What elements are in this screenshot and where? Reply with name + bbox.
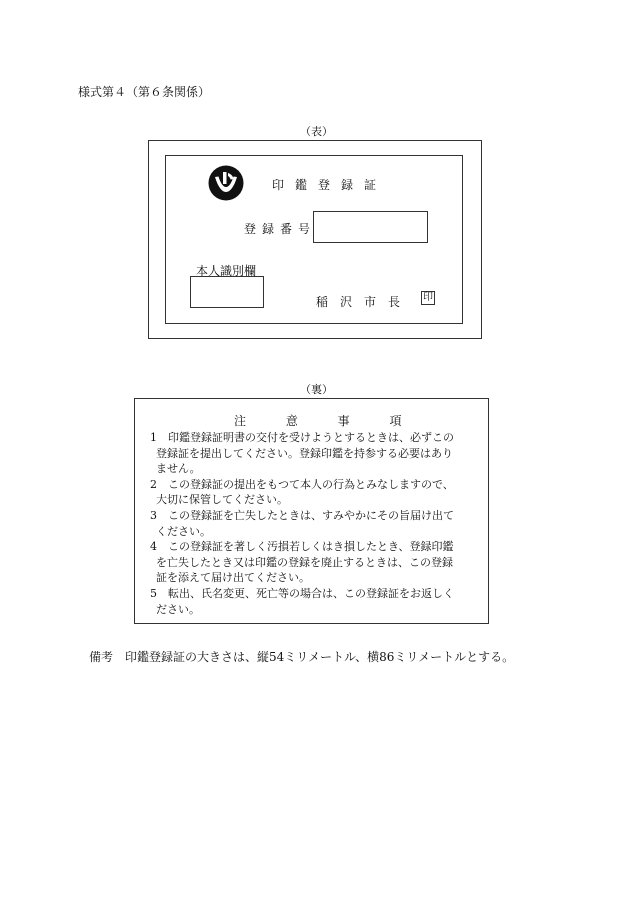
note-line: 4 この登録証を著しく汚損若しくはき損したとき、登録印鑑 — [150, 540, 454, 554]
note-line: 5 転出、氏名変更、死亡等の場合は、この登録証をお返しく — [150, 586, 454, 600]
note-line: 証を添えて届け出てください。 — [156, 571, 310, 585]
note-line: ださい。 — [156, 602, 200, 616]
note-line: 3 この登録証を亡失したときは、すみやかにその旨届け出て — [150, 508, 454, 522]
registration-number-box — [313, 211, 428, 243]
note-line: ません。 — [156, 462, 201, 476]
identification-box — [190, 276, 264, 308]
seal-mark: 印 — [423, 292, 433, 303]
note-line: を亡失したとき又は印鑑の登録を廃止するときは、この登録 — [156, 555, 453, 569]
note-line: 2 この登録証の提出をもつて本人の行為とみなしますので、 — [150, 477, 454, 491]
back-side-label: （裏） — [300, 383, 333, 396]
identification-label: 本人識別欄 — [196, 264, 257, 278]
note-line: ください。 — [156, 524, 211, 538]
notes-title: 注 意 事 項 — [234, 414, 402, 428]
notes-list — [150, 430, 480, 617]
front-side-label: （表） — [300, 125, 333, 138]
city-emblem-icon — [207, 164, 245, 202]
note-line: 登録証を提出してください。登録印鑑を持参する必要はあり — [156, 446, 453, 460]
mayor-label: 稲沢市長 — [316, 295, 413, 309]
note-line: 大切に保管してください。 — [156, 493, 288, 507]
form-heading: 様式第４（第６条関係） — [78, 85, 211, 99]
registration-number-label: 登録番号 — [244, 222, 317, 236]
note-line: 1 印鑑登録証明書の交付を受けようとするときは、必ずこの — [150, 431, 454, 444]
card-title: 印鑑登録証 — [272, 178, 388, 192]
remark-note: 備考 印鑑登録証の大きさは、縦54ミリメートル、横86ミリメートルとする。 — [89, 650, 515, 664]
